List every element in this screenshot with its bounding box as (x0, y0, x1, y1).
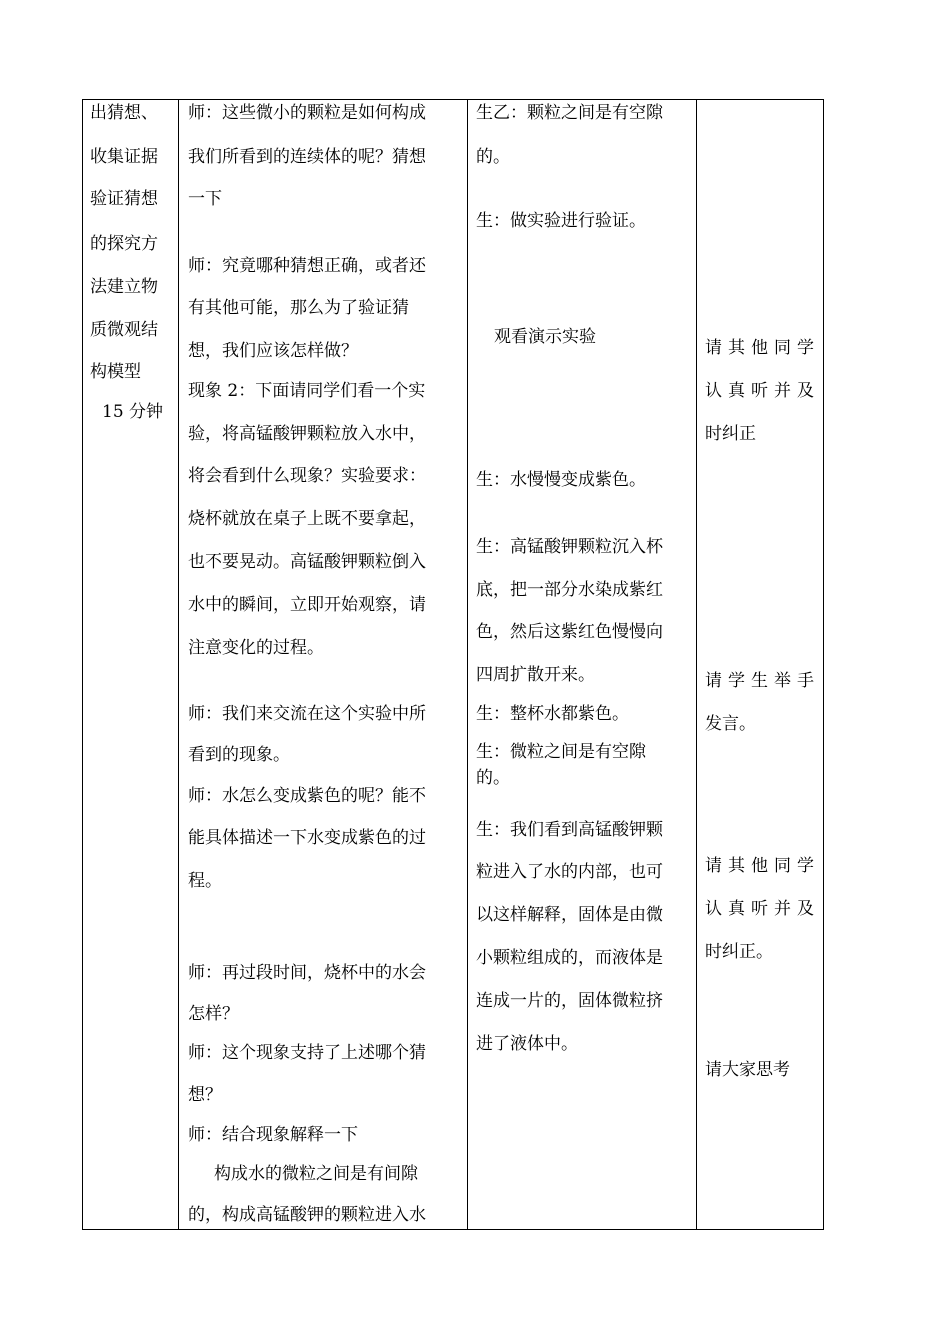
note-text: 认真听并及 (705, 899, 820, 919)
column-divider-2 (467, 99, 468, 1230)
stage-text: 验证猜想 (90, 189, 158, 209)
teacher-text: 注意变化的过程。 (188, 638, 324, 658)
student-text: 的。 (476, 147, 510, 167)
teacher-text: 看到的现象。 (188, 745, 290, 765)
stage-text: 质微观结 (90, 320, 158, 340)
teacher-text: 师：水怎么变成紫色的呢？能不 (188, 786, 426, 806)
student-text: 的。 (476, 768, 510, 788)
student-text: 粒进入了水的内部，也可 (476, 862, 663, 882)
stage-text: 的探究方 (90, 234, 158, 254)
student-text: 生：我们看到高锰酸钾颗 (476, 820, 663, 840)
teacher-text: 也不要晃动。高锰酸钾颗粒倒入 (188, 552, 426, 572)
teacher-text: 构成水的微粒之间是有间隙 (214, 1164, 418, 1184)
teacher-text: 水中的瞬间，立即开始观察，请 (188, 595, 426, 615)
student-text: 生：整杯水都紫色。 (476, 704, 629, 724)
teacher-text: 有其他可能，那么为了验证猜 (188, 298, 409, 318)
note-text: 时纠正。 (705, 942, 773, 962)
teacher-text: 师：结合现象解释一下 (188, 1125, 358, 1145)
note-text: 请学生举手 (705, 671, 820, 691)
student-text: 生：做实验进行验证。 (476, 211, 646, 231)
student-text: 以这样解释，固体是由微 (476, 905, 663, 925)
student-text: 观看演示实验 (494, 327, 596, 347)
teacher-text: 师：我们来交流在这个实验中所 (188, 704, 426, 724)
teacher-text: 师：这个现象支持了上述哪个猜 (188, 1043, 426, 1063)
stage-text: 收集证据 (90, 147, 158, 167)
note-text: 认真听并及 (705, 381, 820, 401)
teacher-text: 师：再过段时间，烧杯中的水会 (188, 963, 426, 983)
stage-text: 构模型 (90, 362, 141, 382)
student-text: 生：高锰酸钾颗粒沉入杯 (476, 537, 663, 557)
table-bottom-border (82, 1229, 824, 1230)
student-text: 底，把一部分水染成紫红 (476, 580, 663, 600)
note-text: 时纠正 (705, 424, 756, 444)
note-text: 请其他同学 (705, 856, 820, 876)
stage-text: 出猜想、 (90, 103, 158, 123)
teacher-text: 程。 (188, 871, 222, 891)
column-divider-1 (178, 99, 179, 1230)
student-text: 生乙：颗粒之间是有空隙 (476, 103, 663, 123)
student-text: 小颗粒组成的，而液体是 (476, 948, 663, 968)
teacher-text: 我们所看到的连续体的呢？猜想 (188, 147, 426, 167)
teacher-text: 一下 (188, 189, 222, 209)
student-text: 色，然后这紫红色慢慢向 (476, 622, 663, 642)
table-border-right (823, 99, 824, 1230)
note-text: 请其他同学 (705, 338, 820, 358)
stage-text: 法建立物 (90, 277, 158, 297)
student-text: 生：水慢慢变成紫色。 (476, 470, 646, 490)
teacher-text: 的，构成高锰酸钾的颗粒进入水 (188, 1205, 426, 1225)
column-divider-3 (696, 99, 697, 1230)
note-text: 请大家思考 (705, 1060, 790, 1080)
teacher-text: 将会看到什么现象？实验要求： (188, 466, 426, 486)
teacher-text: 烧杯就放在桌子上既不要拿起， (188, 509, 426, 529)
student-text: 四周扩散开来。 (476, 665, 595, 685)
table-border-left (82, 99, 83, 1230)
teacher-text: 想？ (188, 1085, 222, 1105)
table-top-border (82, 99, 824, 100)
teacher-text: 能具体描述一下水变成紫色的过 (188, 828, 426, 848)
note-text: 发言。 (705, 714, 756, 734)
stage-time: 15 分钟 (102, 402, 164, 422)
student-text: 生：微粒之间是有空隙 (476, 742, 646, 762)
teacher-text: 师：究竟哪种猜想正确，或者还 (188, 256, 426, 276)
teacher-text: 怎样？ (188, 1004, 239, 1024)
student-text: 连成一片的，固体微粒挤 (476, 991, 663, 1011)
teacher-text: 想，我们应该怎样做？ (188, 341, 358, 361)
student-text: 进了液体中。 (476, 1034, 578, 1054)
teacher-text: 验，将高锰酸钾颗粒放入水中， (188, 424, 426, 444)
teacher-text: 师：这些微小的颗粒是如何构成 (188, 103, 426, 123)
teacher-text: 现象 2：下面请同学们看一个实 (188, 381, 426, 401)
